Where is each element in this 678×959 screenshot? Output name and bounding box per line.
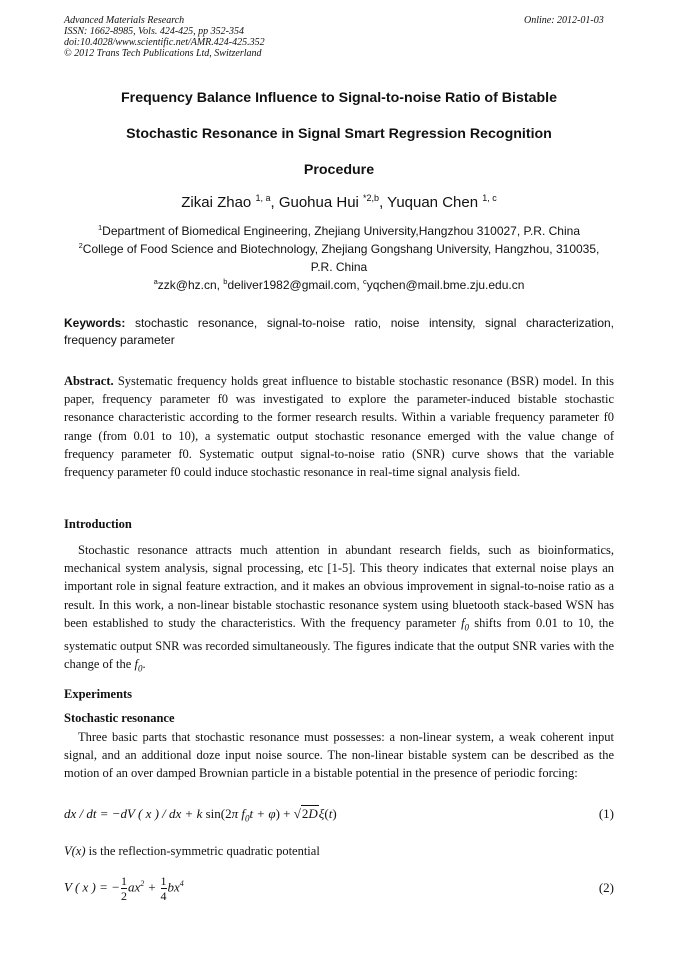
introduction-paragraph <box>64 541 614 677</box>
email-address: deliver1982@gmail.com, <box>227 278 364 292</box>
email-sup: a <box>153 277 158 286</box>
keywords-label: Keywords: <box>64 316 126 330</box>
equation-1 <box>64 806 614 826</box>
affiliation-text: P.R. China <box>310 260 368 274</box>
symbol-sub: 0 <box>464 622 470 633</box>
abstract-label: Abstract. <box>64 374 114 388</box>
symbol-v: V(x) <box>64 844 86 858</box>
keywords <box>64 315 614 349</box>
paragraph-text: Stochastic resonance attracts much attention in abundant research fields, such as bioinformatics, mechanical system analysis, signal processing, etc [1-5]. This theory indicates that external noise plays an important role in signal feature extraction, and it makes an obvious improvement in signal-to-noise ratio as a result. In this work, a non-linear bistable stochastic resonance system using bluetooth stack-based WSN has been established to study the characteristics. With the frequency parameter <box>64 543 614 630</box>
paper-title <box>64 90 614 198</box>
paragraph-text: . <box>142 656 146 671</box>
affiliation-line <box>64 222 614 240</box>
symbol-f: f <box>134 656 138 671</box>
email-address: yqchen@mail.bme.zju.edu.cn <box>366 278 525 292</box>
title-line: Procedure <box>303 162 375 178</box>
subsection-heading: Stochastic resonance <box>64 711 175 725</box>
email-line <box>64 276 614 294</box>
equation-number: (1) <box>598 806 614 821</box>
symbol-f: f <box>461 615 465 630</box>
equation-number: (2) <box>598 880 614 895</box>
affiliation-sup: 2 <box>78 241 83 250</box>
paragraph-text: is the reflection-symmetric quadratic potential <box>85 844 320 858</box>
email-sup: b <box>223 277 228 286</box>
affiliation-line <box>64 240 614 258</box>
affiliation-sup: 1 <box>97 223 103 232</box>
equation-body: V ( x ) = − $\frac{1}{2}$ $ax^2$ + $\frac{1}{4}$ $bx^4$ <box>64 874 184 903</box>
author-sup: 1, c <box>482 193 497 203</box>
issn-line: ISSN: 1662-8985, Vols. 424-425, pp 352-354 <box>64 26 244 37</box>
potential-sentence <box>64 842 614 860</box>
doi-line: doi:10.4028/www.scientific.net/AMR.424-425.352 <box>64 37 265 48</box>
section-heading-experiments: Experiments <box>64 687 133 701</box>
affiliation-line <box>64 258 614 276</box>
author-list: Zikai Zhao $^{1, a}$, Guohua Hui $^{*2,b}$, Yuquan Chen $^{1, c}$ <box>181 193 497 211</box>
affiliation-text: College of Food Science and Biotechnology, Zhejiang Gongshang University, Hangzhou, 310035, <box>82 242 600 256</box>
title-line: Frequency Balance Influence to Signal-to-noise Ratio of Bistable <box>121 90 557 106</box>
experiments-paragraph: Three basic parts that stochastic resonance must possesses: a non-linear system, a weak coherent input signal, and an additional doze input noise source. The non-linear bistable system can be described as the motion of an over damped Brownian particle in a bistable potential in the presence of periodic forcing: <box>64 730 614 781</box>
journal-name: Advanced Materials Research <box>64 15 185 26</box>
copyright-line: © 2012 Trans Tech Publications Ltd, Switzerland <box>64 48 262 59</box>
affiliation-block <box>64 222 614 294</box>
paragraph-text: shifts from 0.01 to 10, the systematic output SNR was recorded simultaneously. The figures indicate that the output SNR varies with the change of the <box>64 615 614 671</box>
section-heading-introduction: Introduction <box>64 517 132 531</box>
email-sup: c <box>363 277 367 286</box>
email-address: zzk@hz.cn, <box>157 278 224 292</box>
keywords-text: stochastic resonance, signal-to-noise ratio, noise intensity, signal characterization, frequency parameter <box>64 316 614 347</box>
author-name: Yuquan Chen <box>387 194 479 211</box>
journal-header <box>64 15 265 59</box>
online-date: Online: 2012-01-03 <box>524 15 604 26</box>
author-name: Zikai Zhao <box>181 194 252 211</box>
title-line: Stochastic Resonance in Signal Smart Regression Recognition <box>126 126 552 142</box>
abstract-text: Systematic frequency holds great influence to bistable stochastic resonance (BSR) model. In this paper, frequency parameter f0 was investigated to explore the parameter-induced bistable stochastic resonance characteristic according to the former research results. Within a variable frequency parameter f0 range (from 0.01 to 10), a systematic output stochastic resonance emerged with the value change of frequency parameter f0. Systematic output signal-to-noise ratio (SNR) curve shows that the variable frequency parameter f0 could induce stochastic resonance in real-time signal analysis field. <box>64 374 614 480</box>
symbol-sub: 0 <box>137 663 143 674</box>
author-sup: *2,b <box>363 193 380 203</box>
author-name: Guohua Hui <box>278 194 359 211</box>
equation-body: dx / dt = −dV ( x ) / dx + k sin(2π $f_0t + \varphi) + √2D\xi(t)$ <box>64 806 337 824</box>
abstract <box>64 372 614 481</box>
affiliation-text: Department of Biomedical Engineering, Zhejiang University,Hangzhou 310027, P.R. China <box>102 224 580 238</box>
equation-2 <box>64 872 614 906</box>
author-sup: 1, a <box>255 193 271 203</box>
